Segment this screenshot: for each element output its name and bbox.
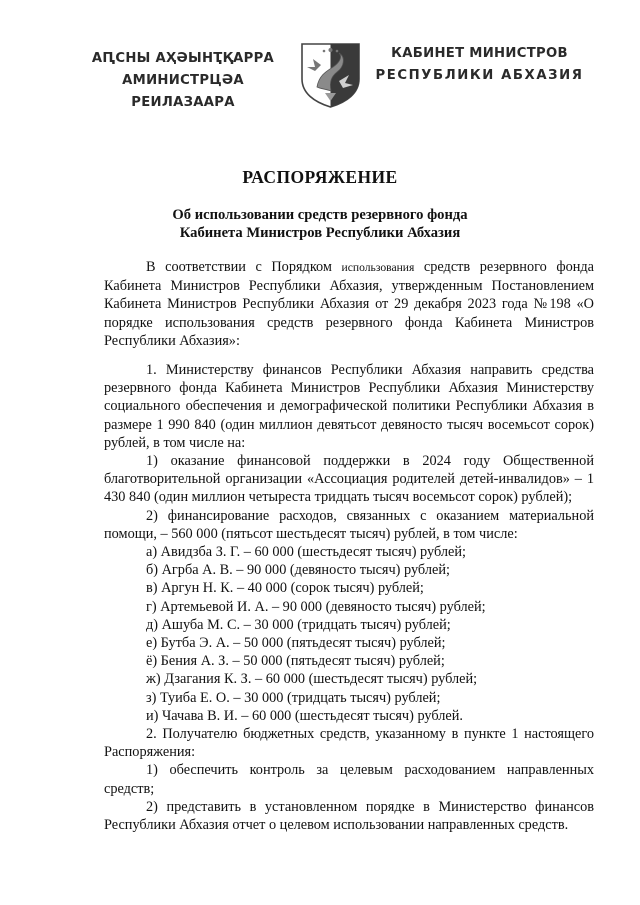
preamble-part2: средств резервного фонда Кабинета Министров Республики Абхазия, утвержденным Постановлением Кабинета Министров Республики Абхазия от 29 декабря 2023 года №198 «О порядке использования средств резервного фонда Кабинета Министров Республики Абхазия»: (104, 259, 595, 349)
recipient-item: ж) Дзагания К. З. – 60 000 (шестьдесят тысяч) рублей; (146, 671, 478, 688)
paragraph-1-1: 1) оказание финансовой поддержки в 2024 году Общественной благотворительной организации «Ассоциация родителей детей-инвалидов» – 1 430 840 (один миллион четыреста тридцать тысяч восемьсот сорок) рублей); (104, 453, 594, 506)
preamble-paragraph (104, 258, 594, 350)
recipient-item: а) Авидзба З. Г. – 60 000 (шестьдесят тысяч) рублей; (146, 544, 466, 561)
document-title: РАСПОРЯЖЕНИЕ (242, 167, 398, 187)
header-abkhaz-line1: АԤСНЫ АҲӘЫНҬҚАРРА (91, 51, 275, 66)
recipient-item: б) Агрба А. В. – 90 000 (девяносто тысяч) рублей; (146, 562, 450, 579)
preamble-part1: В соответствии с Порядком (146, 259, 342, 275)
document-subtitle (0, 206, 640, 242)
recipient-item: ё) Бения А. З. – 50 000 (пятьдесят тысяч) рублей; (146, 653, 445, 670)
preamble-small-word: использования (341, 261, 415, 274)
paragraph-1: 1. Министерству финансов Республики Абхазия направить средства резервного фонда Кабинета Министров Республики Абхазия Министерству социального обеспечения и демографической политики Республики Абхазия в размере 1 990 840 (один миллион девятьсот девяносто тысяч восемьсот сорок) рублей, в том числе на: (104, 362, 594, 451)
abkhazia-coat-of-arms-icon (299, 41, 362, 108)
recipient-item: и) Чачава В. И. – 60 000 (шестьдесят тысяч) рублей. (146, 707, 463, 724)
header-russian-line1: КАБИНЕТ МИНИСТРОВ (391, 46, 568, 61)
paragraph-2-1: 1) обеспечить контроль за целевым расходованием направленных средств; (104, 762, 594, 797)
recipient-item: г) Артемьевой И. А. – 90 000 (девяносто тысяч) рублей; (146, 598, 486, 615)
paragraph-1-2: 2) финансирование расходов, связанных с оказанием материальной помощи, – 560 000 (пятьсот шестьдесят тысяч) рублей, в том числе: (104, 507, 594, 542)
subtitle-line1: Об использовании средств резервного фонда (172, 207, 468, 223)
recipient-item: в) Аргун Н. К. – 40 000 (сорок тысяч) рублей; (146, 580, 424, 597)
paragraph-2-2: 2) представить в установленном порядке в Министерство финансов Республики Абхазия отчет о целевом использовании направленных средств. (104, 798, 594, 834)
subtitle-line2: Кабинета Министров Республики Абхазия (179, 225, 461, 241)
paragraph-2: 2. Получателю бюджетных средств, указанному в пункте 1 настоящего Распоряжения: (104, 726, 594, 761)
header-russian (372, 43, 587, 87)
document-text (104, 258, 594, 834)
header-russian-line2: РЕСПУБЛИКИ АБХАЗИЯ (375, 68, 584, 83)
recipient-item: з) Туиба Е. О. – 30 000 (тридцать тысяч) рублей; (146, 689, 441, 706)
recipient-item: е) Бутба Э. А. – 50 000 (пятьдесят тысяч) рублей; (146, 635, 446, 652)
recipient-item: д) Ашуба М. С. – 30 000 (тридцать тысяч) рублей; (146, 616, 451, 633)
header-abkhaz-line2: АМИНИСТРЦӘА РЕИЛАЗААРА (122, 73, 244, 110)
header-abkhaz (78, 48, 288, 114)
